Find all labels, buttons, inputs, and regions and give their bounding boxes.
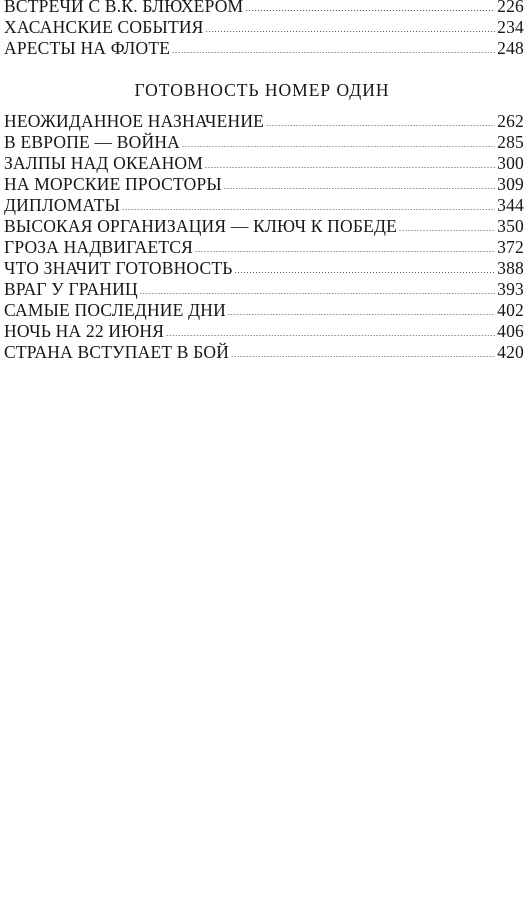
toc-entry-title: ДИПЛОМАТЫ <box>4 195 121 215</box>
dot-leader <box>140 281 495 302</box>
toc-entry-title: АРЕСТЫ НА ФЛОТЕ <box>4 38 171 58</box>
dot-leader <box>224 176 495 197</box>
toc-entry <box>4 132 524 153</box>
toc-entry-page: 226 <box>497 0 524 16</box>
toc-entry <box>4 153 524 174</box>
toc-section-block <box>4 111 524 363</box>
toc-entry-title: НЕОЖИДАННОЕ НАЗНАЧЕНИЕ <box>4 111 265 131</box>
toc-entry-page: 406 <box>497 321 524 341</box>
dot-leader <box>245 0 495 19</box>
toc-entry-page: 388 <box>497 258 524 278</box>
toc-entry-page: 402 <box>497 300 524 320</box>
toc-entry <box>4 0 524 17</box>
dot-leader <box>399 218 495 239</box>
toc-entry-title: НОЧЬ НА 22 ИЮНЯ <box>4 321 165 341</box>
toc-entry <box>4 17 524 38</box>
dot-leader <box>235 260 496 281</box>
toc-entry-page: 262 <box>497 111 524 131</box>
toc-entry-page: 234 <box>497 17 524 37</box>
dot-leader <box>172 40 495 61</box>
dot-leader <box>205 155 495 176</box>
toc-entry <box>4 300 524 321</box>
toc-entry <box>4 258 524 279</box>
toc-entry <box>4 38 524 59</box>
toc-entry-title: ЗАЛПЫ НАД ОКЕАНОМ <box>4 153 204 173</box>
toc-entry-title: ВРАГ У ГРАНИЦ <box>4 279 138 299</box>
toc-entry <box>4 237 524 258</box>
toc-entry <box>4 321 524 342</box>
toc-entry-page: 372 <box>497 237 524 257</box>
table-of-contents <box>4 0 524 363</box>
dot-leader <box>266 113 495 134</box>
toc-entry <box>4 216 524 237</box>
toc-entry <box>4 174 524 195</box>
toc-entry-title: В ЕВРОПЕ — ВОЙНА <box>4 132 180 152</box>
toc-entry-title: ХАСАНСКИЕ СОБЫТИЯ <box>4 17 204 37</box>
toc-entry-title: ВСТРЕЧИ С В.К. БЛЮХЕРОМ <box>4 0 244 16</box>
toc-entry-page: 285 <box>497 132 524 152</box>
toc-entry-page: 300 <box>497 153 524 173</box>
dot-leader <box>182 134 495 155</box>
toc-entry-title: ГРОЗА НАДВИГАЕТСЯ <box>4 237 193 257</box>
dot-leader <box>206 19 496 40</box>
toc-entry-page: 248 <box>497 38 524 58</box>
toc-entry-page: 393 <box>497 279 524 299</box>
toc-entry-page: 309 <box>497 174 524 194</box>
toc-entry-page: 420 <box>497 342 524 362</box>
dot-leader <box>231 344 495 365</box>
dot-leader <box>166 323 495 344</box>
toc-entry <box>4 342 524 363</box>
toc-top-block <box>4 0 524 59</box>
toc-entry-title: ЧТО ЗНАЧИТ ГОТОВНОСТЬ <box>4 258 233 278</box>
toc-entry <box>4 279 524 300</box>
toc-entry-page: 350 <box>497 216 524 236</box>
toc-entry <box>4 111 524 132</box>
toc-entry-page: 344 <box>497 195 524 215</box>
toc-entry-title: НА МОРСКИЕ ПРОСТОРЫ <box>4 174 222 194</box>
dot-leader <box>195 239 495 260</box>
toc-entry-title: САМЫЕ ПОСЛЕДНИЕ ДНИ <box>4 300 226 320</box>
dot-leader <box>122 197 495 218</box>
dot-leader <box>228 302 495 323</box>
toc-entry-title: ВЫСОКАЯ ОРГАНИЗАЦИЯ — КЛЮЧ К ПОБЕДЕ <box>4 216 397 236</box>
toc-entry-title: СТРАНА ВСТУПАЕТ В БОЙ <box>4 342 230 362</box>
toc-entry <box>4 195 524 216</box>
section-heading: ГОТОВНОСТЬ НОМЕР ОДИН <box>134 80 390 100</box>
